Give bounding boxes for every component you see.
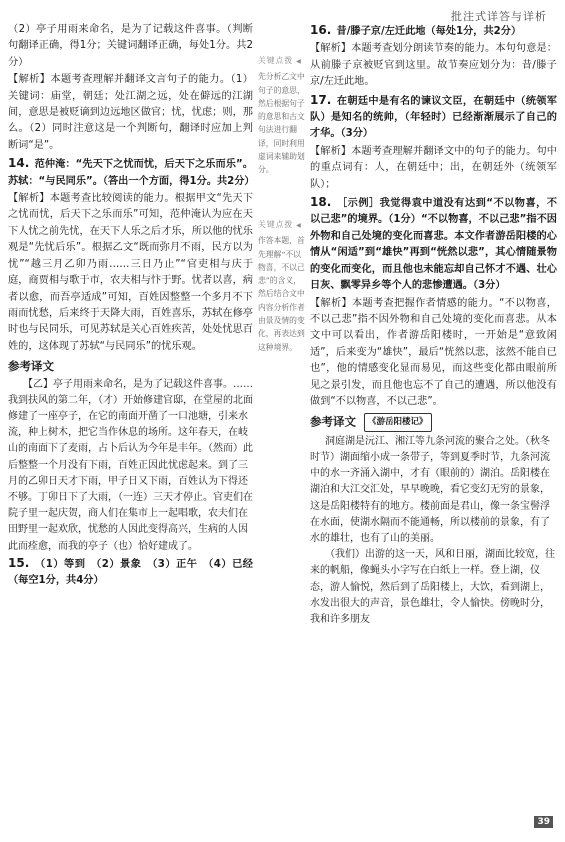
side-note-text: 先分析乙文中句子的意思，然后根据句子的意思和古文句法进行翻译，同时利用虚词来辅助划分。: [258, 72, 305, 175]
q14-answer: 范仲淹：“先天下之忧而忧，后天下之乐而乐”。苏轼：“与民同乐”。（答出一个方面，得1分。共2分）: [8, 159, 255, 187]
q14-number: 14.: [8, 156, 30, 171]
side-note-keyword: 关键点拨 ◀: [258, 54, 308, 68]
page-header: 批注式详答与详析: [451, 10, 547, 23]
q13-analysis: 【解析】本题考查理解并翻译文言句子的能力。（1）关键词：庙堂，朝廷；处江湖之远，处在僻远的江湖间，意思是被贬谪到边远地区做官；忧，忧虑；则，那么。（2）同时注意这是一个判断句，翻译时应加上判断词“是”。: [8, 74, 253, 151]
ref-title: 参考译文: [310, 415, 356, 430]
q18-block: [310, 194, 557, 294]
q13-answer-cont: （2）亭子用雨来命名，是为了记载这件喜事。（判断句翻译正确，得1分；关键词翻译正确，每处1分。共2分）: [8, 24, 253, 68]
q17-analysis: 【解析】本题考查理解并翻译文中的句子的能力。句中的重点词有：人，在朝廷中；出，在朝廷外（统领军队）；: [310, 145, 557, 190]
q16-answer: 昔/滕子京/左迁此地（每处1分，共2分）: [336, 26, 522, 37]
q15-block: [8, 555, 253, 590]
q15-answer: （1）等到 （2）景象 （3）正午 （4）已经（每空1分，共4分）: [8, 558, 253, 587]
side-note-keyword: 关键点拨 ◀: [258, 218, 308, 232]
ref-translation-title-right: [310, 413, 557, 431]
translation-paragraph: 【乙】亭子用雨来命名，是为了记载这件喜事。……我到扶风的第二年，（才）开始修建官邸，在堂屋的北面修建了一座亭子，在它的南面开凿了一口池塘，引来水流，种上树木，把它当作休息的场所。这年春天，在岐山的南面下了麦雨，占卜后认为今年是丰年。（然而）此后整整一个月没有下雨，百姓正因此忧虑起来。到了三月的乙卯日天才下雨，甲子日又下雨，百姓认为下得还不够。丁卯日下了大雨，（一连）三天才停止。官吏们在院子里一起庆贺，商人们在集市上一起唱歌，农夫们在田野里一起欢欣，忧愁的人因此变得高兴，生病的人因此而痊愈，而我的亭子（也）恰好建成了。: [8, 378, 253, 552]
ref-translation-title: 参考译文: [8, 359, 54, 374]
side-note-2: [258, 218, 308, 354]
q17-block: [310, 92, 557, 143]
side-note-1: [258, 54, 308, 177]
q17-answer: 在朝廷中是有名的谏议文臣，在朝廷中（统领军队）是知名的统帅，（年轻时）已经渐渐展示了自己的才华。（3分）: [310, 95, 557, 140]
translation-paragraph: 洞庭湖是沅江、湘江等九条河流的聚合之处。（秋冬时节）湖面缩小成一条带子，等到夏季时节，九条河流中的水一齐涌入湖中，才有（眼前的）湖泊。岳阳楼在湖泊和大江交汇处，早早晚晚，看它变幻无穷的景象，这是岳阳楼特有的地方。楼前面是君山，像一条宝髻浮在水面，使湖水隔而不能通畅，所以楼前的景象，有了水的雄壮，也有了山的美丽。: [310, 435, 550, 544]
q18-number: 18.: [310, 195, 332, 210]
q14-analysis: 【解析】本题考查比较阅读的能力。根据甲文“先天下之忧而忧，后天下之乐而乐”可知，范仲淹认为应在天下人忧之前先忧，在天下人乐之后才乐，所以他的忧乐观是“先忧后乐”。根据乙文“既而弥月不雨，民方以为忧”“越三月乙卯乃雨……三日乃止”“官吏相与庆于庭，商贾相与歌于市，农夫相与忭于野。忧者以喜，病者以愈，而吾亭适成”可知，百姓因整整一个多月不下雨而忧愁，后来终于天降大雨，百姓喜乐，苏轼在修亭时也与民同乐，可见苏轼是关心百姓疾苦，处处忧思百姓的，这体现了苏轼“与民同乐”的忧乐观。: [8, 193, 253, 352]
ref-subtitle-box: 《游岳阳楼记》: [364, 413, 432, 431]
q16-number: 16.: [310, 23, 332, 37]
side-note-text: 作答本题，首先理解“不以物喜，不以己悲”的含义，然后结合文中内容分析作者由景及情的变化，再表达到这种境界。: [258, 236, 305, 352]
left-column: [8, 22, 253, 591]
q16-analysis: 【解析】本题考查划分朗读节奏的能力。本句句意是：从前滕子京被贬官到这里。故节奏应划分为：昔/滕子京/左迁此地。: [310, 43, 557, 88]
right-column: [310, 22, 557, 628]
q15-number: 15.: [8, 555, 30, 570]
q14-block: [8, 155, 253, 190]
page-number: 39: [534, 816, 553, 828]
q16-block: [310, 22, 557, 40]
q17-number: 17.: [310, 92, 332, 107]
translation-paragraph: （我们）出游的这一天，风和日丽，湖面比较宽，往来的帆船，像蝇头小字写在白纸上一样。登上湖，仪态，游人愉悦，然后到了岳阳楼上，大饮，看到湖上，水发出很大的声音，景色雄壮，令人愉快。傍晚时分，我和许多朋友: [310, 549, 555, 625]
q18-answer: ［示例］我觉得袁中道没有达到“不以物喜，不以己悲”的境界。（1分）“不以物喜，不以己悲”指不因外物和自己处境的变化而喜悲。本文作者游岳阳楼的心情从“闲适”到“雄快”再到“恍然以悲”，其心情随景物的变化而变化，而且他也未能忘却自己怀才不遇、壮心日灰、飘零异乡等个人的悲惨遭遇。（3分）: [310, 198, 557, 292]
q18-analysis: 【解析】本题考查把握作者情感的能力。“不以物喜，不以己悲”指不因外物和自己处境的变化而喜悲。从本文中可以看出，作者游岳阳楼时，一开始是“意致闲适”，后来变为“雄快”，最后“恍然以悲，泫然不能自已也”，他的情感变化显而易见，而这些变化都由眼前所见之景引发，而且他也忘不了自己的遭遇，所以他没有做到“不以物喜，不以己悲”。: [310, 297, 557, 407]
